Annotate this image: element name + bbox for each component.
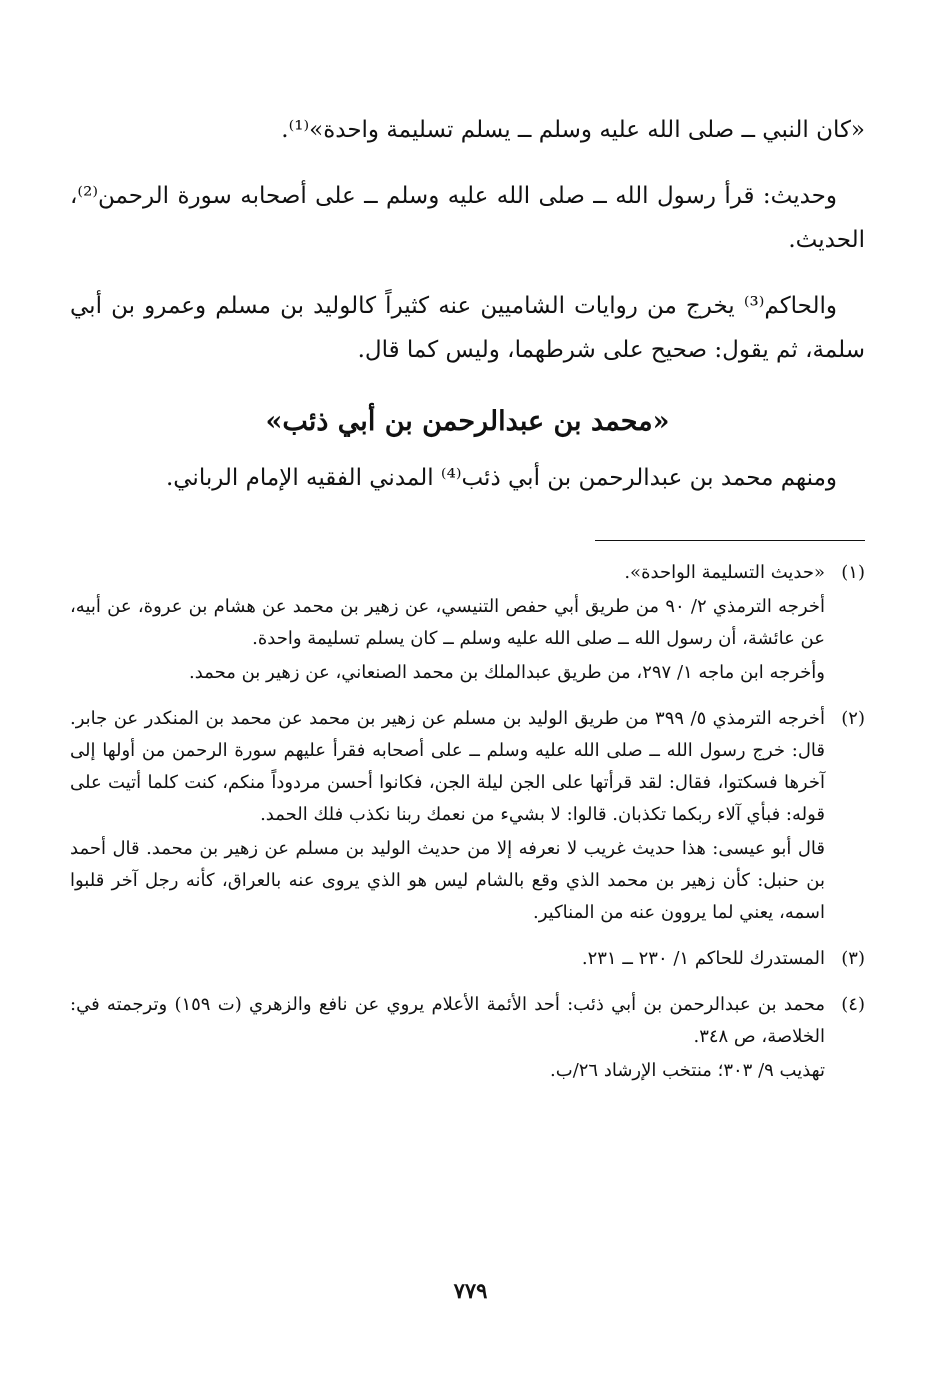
paragraph-hadith-taslima: «كان النبي ــ صلى الله عليه وسلم ــ يسلم تسليمة واحدة»⁽¹⁾. — [281, 117, 865, 143]
section-heading: «محمد بن عبدالرحمن بن أبي ذئب» — [265, 406, 670, 437]
paragraph-hakim: والحاكم⁽³⁾ يخرج من روايات الشاميين عنه كثيراً كالوليد بن مسلم وعمرو بن أبي سلمة، ثم يقول: صحيح على شرطهما، وليس كما قال. — [70, 293, 865, 363]
footnote-2 — [70, 703, 865, 929]
footnotes — [70, 557, 865, 1087]
footnote-1 — [70, 557, 865, 689]
footnote-number: (٣) — [841, 948, 865, 969]
footnote-separator — [595, 540, 865, 541]
footnote-number: (١) — [841, 562, 865, 583]
footnote-line: وأخرجه ابن ماجه ١/ ٢٩٧، من طريق عبدالملك بن محمد الصنعاني، عن زهير بن محمد. — [189, 662, 825, 683]
footnote-body — [70, 989, 825, 1087]
paragraph-ibn-abi-dhib: ومنهم محمد بن عبدالرحمن بن أبي ذئب⁽⁴⁾ المدني الفقيه الإمام الرباني. — [165, 465, 837, 491]
footnote-line: المستدرك للحاكم ١/ ٢٣٠ ــ ٢٣١. — [581, 948, 825, 969]
page-number: ٧٧٩ — [453, 1278, 488, 1303]
footnote-line: أخرجه الترمذي ٥/ ٣٩٩ من طريق الوليد بن مسلم عن زهير بن محمد عن محمد بن المنكدر عن جابر. قال: خرج رسول الله ــ صلى الله عليه وسلم ــ على أصحابه فقرأ عليهم سورة الرحمن من أولها إلى آخرها فسكتوا، فقال: لقد قرأتها على الجن ليلة الجن، فكانوا أحسن مردوداً منكم، كنت كلما أتيت على قوله: فبأي آلاء ربكما تكذبان. قالوا: لا بشيء من نعمك ربنا نكذب فلك الحمد. — [70, 708, 825, 825]
footnote-line: قال أبو عيسى: هذا حديث غريب لا نعرفه إلا من حديث الوليد بن مسلم عن زهير بن محمد. قال أحمد بن حنبل: كأن زهير بن محمد الذي وقع بالشام ليس هو الذي يروى عنه بالعراق، كأنه رجل آخر قلبوا اسمه، يعني لما يروون عنه من المناكير. — [70, 838, 825, 923]
footnote-line: «حديث التسليمة الواحدة». — [624, 562, 825, 583]
paragraph-hadith-surat-rahman: وحديث: قرأ رسول الله ــ صلى الله عليه وسلم ــ على أصحابه سورة الرحمن⁽²⁾، الحديث. — [70, 183, 865, 253]
footnote-line: أخرجه الترمذي ٢/ ٩٠ من طريق أبي حفص التنيسي، عن زهير بن محمد عن هشام بن عروة، عن أبيه، عن عائشة، أن رسول الله ــ صلى الله عليه وسلم ــ كان يسلم تسليمة واحدة. — [70, 596, 825, 649]
footnote-line: تهذيب ٩/ ٣٠٣؛ منتخب الإرشاد ٢٦/ب. — [550, 1060, 825, 1081]
footnote-line: محمد بن عبدالرحمن بن أبي ذئب: أحد الأئمة الأعلام يروي عن نافع والزهري (ت ١٥٩) وترجمته في: الخلاصة، ص ٣٤٨. — [70, 994, 825, 1047]
footnote-body — [70, 703, 825, 929]
footnote-body — [70, 557, 825, 689]
footnote-number: (٤) — [841, 994, 865, 1015]
footnote-4 — [70, 989, 865, 1087]
footnote-body — [70, 943, 825, 975]
footnote-number: (٢) — [841, 708, 865, 729]
footnote-3 — [70, 943, 865, 975]
